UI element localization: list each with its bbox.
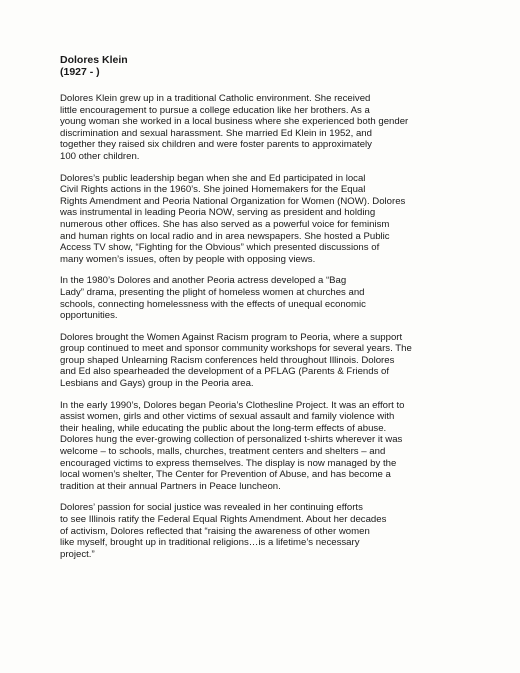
- paragraph-line: and Ed also spearheaded the development of a PFLAG (Parents & Friends of: [60, 366, 390, 378]
- paragraph-line: discrimination and sexual harassment. She married Ed Klein in 1952, and: [60, 127, 372, 139]
- paragraph-line: schools, connecting homelessness with the effects of unequal economic: [60, 298, 366, 310]
- paragraph-line: to see Illinois ratify the Federal Equal Rights Amendment. About her decades: [60, 514, 387, 525]
- paragraph-line: was instrumental in leading Peoria NOW, serving as president and holding: [60, 207, 376, 219]
- paragraph-line: Lady” drama, presenting the plight of homeless women at churches and: [60, 286, 365, 298]
- paragraph-line: encouraged victims to express themselves. The display is now managed by the: [60, 457, 397, 469]
- paragraph-line: Dolores’ passion for social justice was revealed in her continuing efforts: [60, 502, 363, 514]
- paragraph-line: project.”: [60, 548, 95, 560]
- paragraph-line: Dolores’s public leadership began when she and Ed participated in local: [60, 172, 366, 184]
- paragraph-line: many women’s issues, often by people with opposing views.: [60, 253, 316, 265]
- paragraph: [60, 93, 500, 163]
- paragraph-line: numerous other offices. She has also served as a powerful voice for feminism: [60, 218, 390, 230]
- subject-dates: (1927 - ): [60, 66, 100, 78]
- paragraph-line: together they raised six children and were foster parents to approximately: [60, 139, 372, 151]
- paragraph: [60, 332, 500, 390]
- paragraph-line: Lesbians and Gays) group in the Peoria area.: [60, 378, 254, 390]
- paragraph-line: and human rights on local radio and in area newspapers. She hosted a Public: [60, 230, 390, 242]
- paragraph-line: In the early 1990’s, Dolores began Peoria’s Clothesline Project. It was an effort to: [60, 399, 405, 411]
- paragraph: [60, 502, 500, 560]
- paragraph-line: group continued to meet and sponsor community workshops for several years. The: [60, 343, 412, 355]
- paragraph-line: local women’s shelter, The Center for Prevention of Abuse, and has become a: [60, 469, 391, 481]
- paragraph-line: assist women, girls and other victims of sexual assault and family violence with: [60, 411, 395, 423]
- paragraph-line: tradition at their annual Partners in Peace luncheon.: [60, 480, 281, 492]
- paragraph-line: 100 other children.: [60, 150, 140, 162]
- paragraph: [60, 400, 500, 493]
- paragraph-line: welcome – to schools, malls, churches, treatment centers and shelters – and: [60, 446, 386, 458]
- paragraph-line: little encouragement to pursue a college education like her brothers. As a: [60, 104, 370, 116]
- paragraph-line: Dolores hung the ever-growing collection of personalized t-shirts wherever it was: [60, 434, 403, 446]
- document-body: [60, 93, 500, 560]
- paragraph-line: Access TV show, “Fighting for the Obvious” which presented discussions of: [60, 242, 380, 254]
- paragraph-line: Dolores brought the Women Against Racism program to Peoria, where a support: [60, 331, 403, 343]
- paragraph: [60, 275, 500, 321]
- paragraph-line: In the 1980’s Dolores and another Peoria actress developed a “Bag: [60, 275, 347, 287]
- paragraph-line: young woman she worked in a local business where she experienced both gender: [60, 116, 409, 128]
- subject-name: Dolores Klein: [60, 54, 128, 66]
- paragraph-line: Dolores Klein grew up in a traditional Catholic environment. She received: [60, 93, 371, 104]
- paragraph-line: their healing, while educating the public about the long-term effects of abuse.: [60, 422, 387, 434]
- paragraph-line: group shaped Unlearning Racism conferences held throughout Illinois. Dolores: [60, 354, 395, 366]
- paragraph-line: of activism, Dolores reflected that “raising the awareness of other women: [60, 525, 370, 537]
- paragraph: [60, 173, 500, 266]
- paragraph-line: like myself, brought up in traditional religions…is a lifetime’s necessary: [60, 537, 360, 549]
- paragraph-line: Civil Rights actions in the 1960’s. She joined Homemakers for the Equal: [60, 184, 366, 196]
- paragraph-line: opportunities.: [60, 310, 118, 322]
- paragraph-line: Rights Amendment and Peoria National Organization for Women (NOW). Dolores: [60, 195, 406, 207]
